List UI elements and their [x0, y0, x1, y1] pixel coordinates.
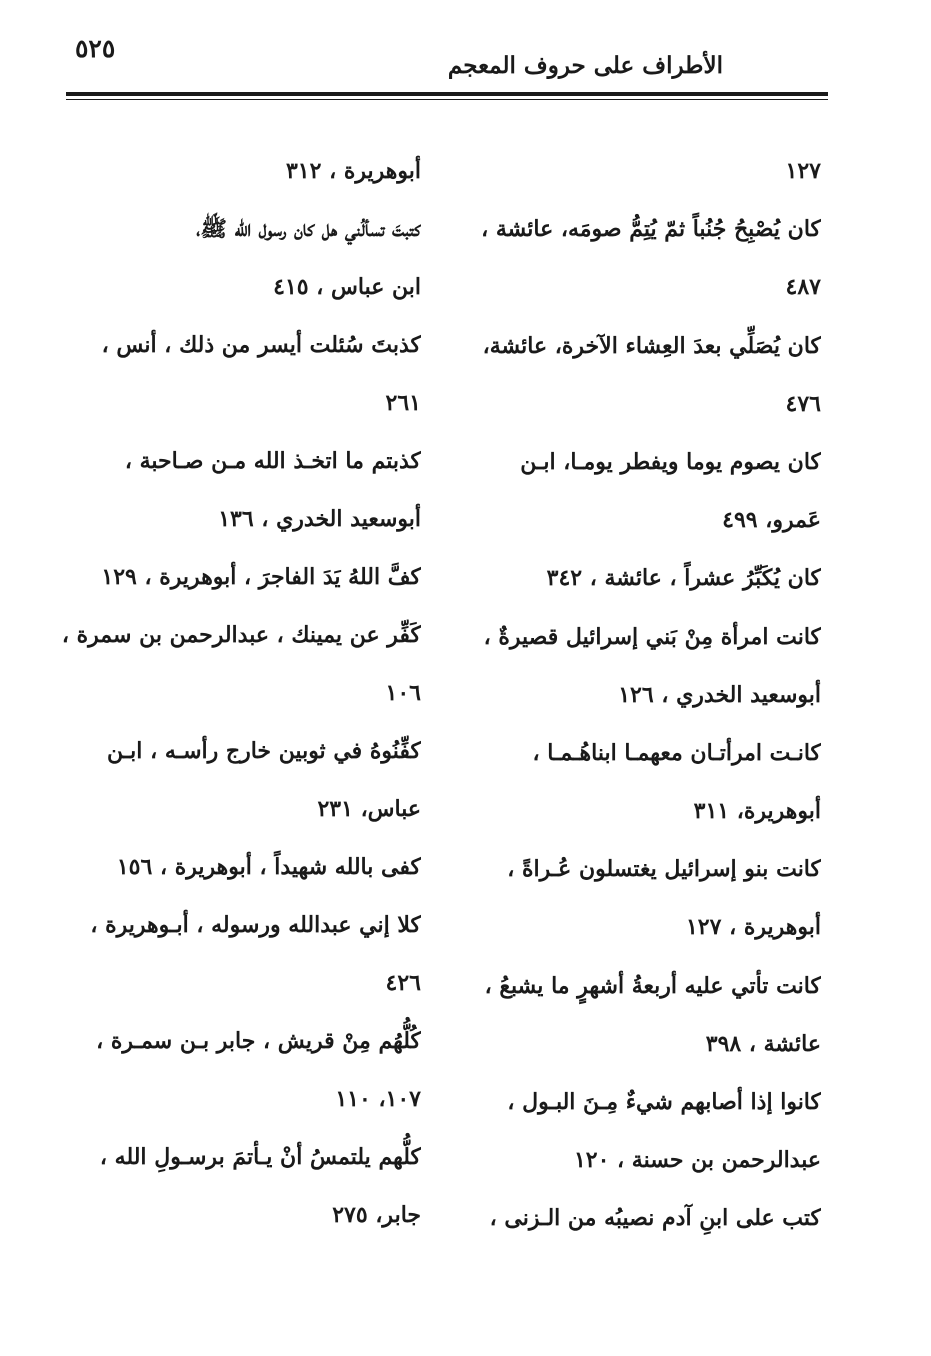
index-line: كانوا إذا أصابهم شيءٌ مِـنَ البـول ، [507, 1089, 821, 1115]
index-line: كلُّهم يلتمسُ أنْ يـأتمَ برسـولِ الله ، [99, 1144, 421, 1170]
index-line: عباس، ٢٣١ [317, 796, 421, 822]
index-line: أبوهريرة ، ٣١٢ [285, 158, 421, 184]
index-line: ٤٨٧ [785, 274, 821, 301]
index-line: كُلُّهُم مِنْ قريش ، جابر بـن سمـرة ، [96, 1028, 421, 1054]
index-line: كانـت امرأتـان معهمـا ابناهُـمـا ، [532, 739, 821, 766]
index-line: ٤٧٦ [785, 390, 821, 417]
left-column [61, 142, 421, 1244]
index-line: أبوهريرة ، ١٢٧ [685, 914, 821, 941]
index-line: كتبتَ تسألُني هل كان رسول الله ﷺ، [196, 216, 421, 242]
index-line: كانت امرأة مِنْ بَني إسرائيل قصيرةٌ ، [483, 623, 821, 650]
index-line: كلا إني عبدالله ورسوله ، أبـوهريرة ، [90, 912, 421, 938]
header-rule-thin [66, 99, 828, 100]
index-line: ١٠٦ [385, 680, 421, 706]
index-line: أبوسعيد الخدري ، ١٣٦ [218, 506, 421, 532]
running-header-title: الأطراف على حروف المعجم [447, 52, 723, 79]
index-line: كانت تأتي عليه أربعةُ أشهرٍ ما يشبعُ ، [484, 972, 821, 999]
index-line: جابر، ٢٧٥ [332, 1202, 421, 1228]
index-line: كَفِّر عن يمينك ، عبدالرحمن بن سمرة ، [61, 622, 421, 648]
index-line: عَمرو، ٤٩٩ [722, 507, 821, 534]
index-line: كانت بنو إسرائيل يغتسلون عُـراةً ، [507, 856, 821, 883]
header-rule-thick [66, 92, 828, 96]
index-line: عبدالرحمن بن حسنة ، ١٢٠ [573, 1147, 821, 1174]
index-line: ١٠٧، ١١٠ [335, 1086, 421, 1112]
index-line: كفَّ اللهُ يَدَ الفاجرَ ، أبوهريرة ، ١٢٩ [101, 564, 421, 590]
index-line: كفى بالله شهيداً ، أبوهريرة ، ١٥٦ [116, 854, 421, 880]
right-column [461, 142, 821, 1248]
index-line: ابن عباس ، ٤١٥ [273, 274, 421, 300]
index-line: كان يُصْبِحُ جُنُباً ثمّ يُتِمُّ صومَه، عائشة ، [481, 216, 821, 243]
index-line: كان يُصَلِّي بعدَ العِشاء الآخرة، عائشة، [482, 332, 821, 359]
index-line: ١٢٧ [785, 158, 821, 184]
index-line: أبوسعيد الخدري ، ١٢٦ [618, 681, 821, 708]
index-line: كان يصوم يوما ويفطر يومـا، ابـن [520, 448, 821, 475]
index-line: أبوهريرة، ٣١١ [693, 798, 821, 825]
index-line: ٤٢٦ [385, 970, 421, 996]
index-line: كفِّنُوهُ في ثوبين خارج رأسـه ، ابـن [106, 738, 421, 764]
index-line: كان يُكَبِّرُ عشراً ، عائشة ، ٣٤٢ [546, 565, 821, 592]
index-line: كتب على ابنِ آدم نصيبُه من الـزنى ، [489, 1205, 821, 1232]
index-line: ٢٦١ [385, 390, 421, 416]
index-line: عائشة ، ٣٩٨ [705, 1030, 821, 1057]
index-line: كذبتَ سُئلت أيسر من ذلك ، أنس ، [101, 332, 421, 358]
index-line: كذبتم ما اتخـذ الله مـن صـاحبة ، [124, 448, 421, 474]
page-number: ٥٢٥ [75, 34, 116, 63]
